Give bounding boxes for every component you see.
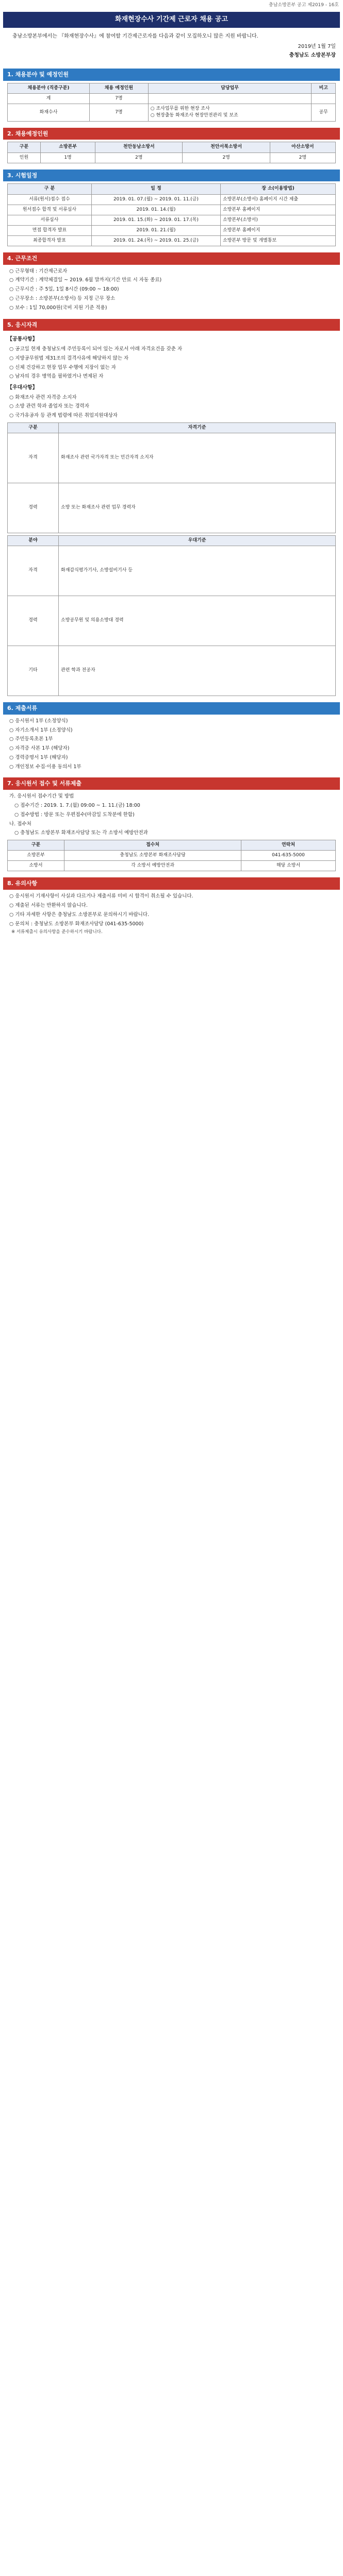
schedule-table xyxy=(7,183,336,246)
table-header: 일 정 xyxy=(91,184,220,194)
table-row xyxy=(8,205,336,215)
list-item: ○ 충청남도 소방본부 화재조사담당 또는 각 소방서 예방안전과 xyxy=(14,830,148,836)
footer-note: ※ 서류제출시 유의사항을 준수하시기 바랍니다. xyxy=(11,929,103,935)
table-header: 구분 xyxy=(8,142,41,152)
list-item: ○ 소방 관련 학과 졸업자 또는 경력자 xyxy=(9,403,89,410)
table-row xyxy=(8,596,336,646)
list-item: ○ 화재조사 관련 자격증 소지자 xyxy=(9,394,77,400)
list-item: ○ 응시원서 기재사항이 사실과 다르거나 제출서류 미비 시 합격이 취소될 수 있습니다. xyxy=(9,893,193,900)
table-header: 우대기준 xyxy=(59,535,336,546)
table-cell: 인원 xyxy=(8,152,41,163)
table-cell: 관련 학과 전공자 xyxy=(59,646,336,696)
list-item: ○ 자격증 사본 1부 (해당자) xyxy=(9,745,70,752)
list-item: ○ 문의처 : 충청남도 소방본부 화재조사담당 (041-635-5000) xyxy=(9,921,144,927)
list-item: ○ 공고일 현재 충청남도에 주민등록이 되어 있는 자로서 아래 자격요건을 갖춘 자 xyxy=(9,346,183,352)
table-cell: 1명 xyxy=(40,152,95,163)
list-item: ○ 남자의 경우 병역을 필하였거나 면제된 자 xyxy=(9,374,104,380)
table-header: 분야 xyxy=(8,535,59,546)
list-item: ○ 자기소개서 1부 (소정양식) xyxy=(9,727,73,733)
table-cell: 원서접수 합격 및 서류심사 xyxy=(8,205,92,215)
section-heading: 7. 응시원서 접수 및 서류제출 xyxy=(3,777,340,790)
table-cell: 소방본부 홈페이지 xyxy=(221,205,336,215)
list-item: 나. 접수처 xyxy=(9,821,31,827)
table-header: 구 분 xyxy=(8,184,92,194)
section-heading: 8. 유의사항 xyxy=(3,877,340,890)
table-row xyxy=(8,861,336,871)
table-cell: 화재조사 관련 국가자격 또는 민간자격 소지자 xyxy=(59,433,336,483)
table-row xyxy=(8,546,336,596)
list-item: ○ 보수 : 1일 70,000원(국비 지원 기준 적용) xyxy=(9,304,107,311)
list-item: ○ 근무장소 : 소방본부(소방서) 등 지정 근무 장소 xyxy=(9,296,116,301)
table-cell: 소방본부 홈페이지 xyxy=(221,225,336,235)
table-header: 구분 xyxy=(8,840,64,851)
list-item: ○ 근무형태 : 기간제근로자 xyxy=(9,268,68,274)
table-cell: 화재수사 xyxy=(8,104,90,121)
section-heading: 1. 채용분야 및 예정인원 xyxy=(3,69,340,81)
table-cell: 자격 xyxy=(8,546,59,596)
table-cell: 각 소방서 예방안전과 xyxy=(64,861,241,871)
table-cell: 충청남도 소방본부 화재조사담당 xyxy=(64,851,241,861)
table-cell: 자격 xyxy=(8,433,59,483)
section-heading: 6. 제출서류 xyxy=(3,702,340,715)
criteria-table xyxy=(7,422,336,533)
table-cell: 해당 소방서 xyxy=(241,861,336,871)
list-item: ○ 국가유공자 등 관계 법령에 따른 취업지원대상자 xyxy=(9,413,118,419)
page xyxy=(0,0,343,946)
table-cell: 소방서 xyxy=(8,861,64,871)
list-item: ○ 경력증명서 1부 (해당자) xyxy=(9,754,68,760)
table-row xyxy=(8,104,336,121)
list-item: ○ 응시원서 1부 (소정양식) xyxy=(9,718,68,724)
table-row xyxy=(8,433,336,483)
table-cell: 2명 xyxy=(270,152,335,163)
table-cell: 2019. 01. 21.(월) xyxy=(91,225,220,235)
page-title: 화재현장수사 기간제 근로자 채용 공고 xyxy=(3,12,340,28)
table-row xyxy=(8,646,336,696)
intro-text: 충남소방본부에서는 『화재현장수사』에 참여할 기간제근로자를 다음과 같이 모집하오니 많은 지원 바랍니다. xyxy=(12,33,258,39)
table-row xyxy=(8,194,336,205)
table-cell: 공무 xyxy=(312,104,336,121)
table-header: 연락처 xyxy=(241,840,336,851)
table-cell: 최종합격자 발표 xyxy=(8,235,92,246)
table-header: 담당업무 xyxy=(148,83,312,94)
section-heading: 5. 응시자격 xyxy=(3,319,340,331)
table-cell: 화재감식평가기사, 소방설비기사 등 xyxy=(59,546,336,596)
list-item: ○ 주민등록초본 1부 xyxy=(9,736,53,742)
table-cell: 경력 xyxy=(8,596,59,646)
table-header: 채용분야 (직종구분) xyxy=(8,83,90,94)
table-header: 비고 xyxy=(312,83,336,94)
list-item: 가. 응시원서 접수기간 및 방법 xyxy=(9,793,74,800)
table-cell: 서류심사 xyxy=(8,215,92,225)
table-cell: 7명 xyxy=(90,94,149,104)
list-item: ○ 기타 자세한 사항은 충청남도 소방본부로 문의하시기 바랍니다. xyxy=(9,911,150,918)
table-cell: 2019. 01. 14.(월) xyxy=(91,205,220,215)
table-header: 소방본부 xyxy=(40,142,95,152)
signer: 충청남도 소방본부장 xyxy=(289,52,336,58)
table-cell: 소방본부 방문 및 개별통보 xyxy=(221,235,336,246)
section-heading: 3. 시험일정 xyxy=(3,170,340,182)
table-header: 장 소(이용방법) xyxy=(221,184,336,194)
table-header: 자격기준 xyxy=(59,422,336,433)
list-item: ○ 계약기간 : 계약체결일 ~ 2019. 6월 말까지(기간 만료 시 자동 종료) xyxy=(9,277,162,283)
table-row xyxy=(8,235,336,246)
table-cell: 소방 또는 화재조사 관련 업무 경력자 xyxy=(59,483,336,533)
table-row xyxy=(8,215,336,225)
table-cell: 041-635-5000 xyxy=(241,851,336,861)
table-row xyxy=(8,94,336,104)
table-cell: 서류(원서)접수 접수 xyxy=(8,194,92,205)
table-header: 아산소방서 xyxy=(270,142,335,152)
notice-date: 2019년 1월 7일 xyxy=(298,44,336,50)
table-cell: 2019. 01. 07.(월) ~ 2019. 01. 11.(금) xyxy=(91,194,220,205)
section-heading: 2. 채용예정인원 xyxy=(3,128,340,140)
table-row xyxy=(8,851,336,861)
list-item: ○ 접수방법 : 방문 또는 우편접수(마감일 도착분에 한함) xyxy=(14,811,135,818)
table-cell xyxy=(148,94,312,104)
contact-table xyxy=(7,840,336,871)
recruit-table xyxy=(7,83,336,121)
table-cell: 경력 xyxy=(8,483,59,533)
table-header: 천안서북소방서 xyxy=(183,142,270,152)
table-row xyxy=(8,152,336,163)
subsection-title: 【우대사항】 xyxy=(7,385,38,391)
table-cell: 기타 xyxy=(8,646,59,696)
table-cell: 계 xyxy=(8,94,90,104)
table-cell: 소방공무원 및 의용소방대 경력 xyxy=(59,596,336,646)
list-item: ○ 신체 건강하고 현장 업무 수행에 지장이 없는 자 xyxy=(9,364,116,370)
list-item: ○ 개인정보 수집·이용 동의서 1부 xyxy=(9,764,81,770)
table-header: 구분 xyxy=(8,422,59,433)
table-cell: 2명 xyxy=(95,152,183,163)
table-row xyxy=(8,225,336,235)
table-row xyxy=(8,483,336,533)
preference-table xyxy=(7,535,336,696)
list-item: ○ 근무시간 : 주 5일, 1일 8시간 (09:00 ~ 18:00) xyxy=(9,286,119,293)
list-item: ○ 지방공무원법 제31조의 결격사유에 해당하지 않는 자 xyxy=(9,355,129,361)
table-cell: 2019. 01. 24.(목) ~ 2019. 01. 25.(금) xyxy=(91,235,220,246)
table-header: 천안동남소방서 xyxy=(95,142,183,152)
table-header: 채용 예정인원 xyxy=(90,83,149,94)
list-item: ○ 접수기간 : 2019. 1. 7.(월) 09:00 ~ 1. 11.(금) 18:00 xyxy=(14,803,140,809)
section-heading: 4. 근무조건 xyxy=(3,252,340,265)
table-cell: 소방본부(소방서) xyxy=(221,215,336,225)
quota-table xyxy=(7,142,336,163)
table-cell: 소방본부 xyxy=(8,851,64,861)
subsection-title: 【공통사항】 xyxy=(7,336,38,343)
list-item: ○ 제출된 서류는 반환하지 않습니다. xyxy=(9,903,88,909)
table-cell: 소방본부(소방서) 홈페이지 시간 제출 xyxy=(221,194,336,205)
table-cell: 2019. 01. 15.(화) ~ 2019. 01. 17.(목) xyxy=(91,215,220,225)
table-cell xyxy=(312,94,336,104)
table-cell: 2명 xyxy=(183,152,270,163)
table-cell: ○ 조사업무를 위한 현장 조사 ○ 현장출동 화재조사 현장안전관리 및 보조 xyxy=(148,104,312,121)
table-cell: 면접 합격자 발표 xyxy=(8,225,92,235)
table-cell: 7명 xyxy=(90,104,149,121)
notice-number: 충남소방본부 공고 제2019 - 16호 xyxy=(269,3,339,8)
table-header: 접수처 xyxy=(64,840,241,851)
